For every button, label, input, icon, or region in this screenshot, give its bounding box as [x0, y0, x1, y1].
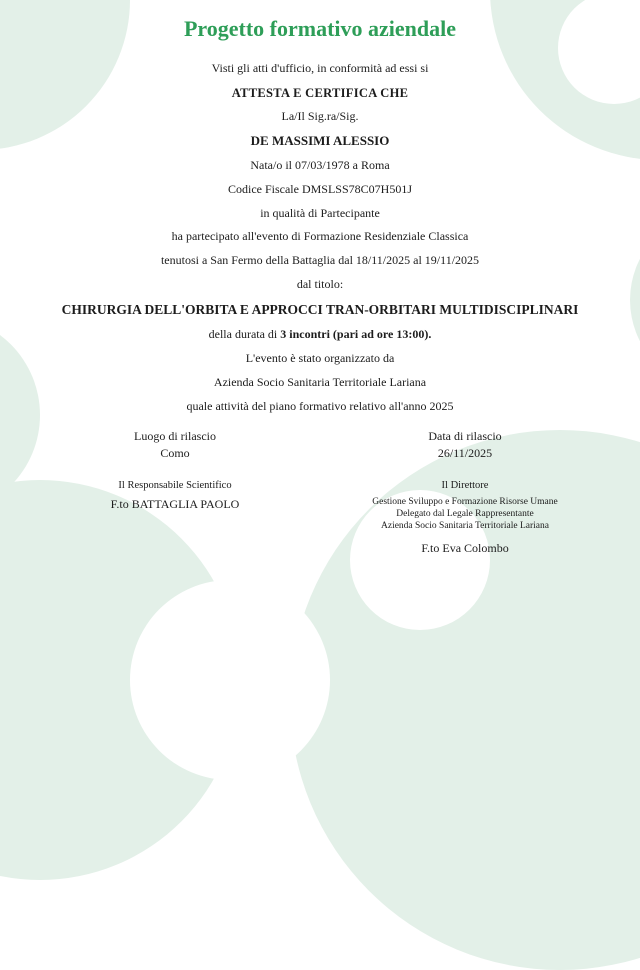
- duration-line: [0, 328, 640, 342]
- duration-prefix: della durata di: [208, 327, 281, 342]
- signature-left-role: Il Responsabile Scientifico: [118, 480, 232, 492]
- signature-left: [30, 480, 320, 556]
- salutation-line: La/Il Sig.ra/Sig.: [281, 109, 359, 124]
- participant-name: DE MASSIMI ALESSIO: [250, 132, 390, 148]
- signature-right-line4: Azienda Socio Sanitaria Territoriale Lariana: [381, 520, 549, 531]
- signature-right: [320, 480, 610, 556]
- organized-by-line: L'evento è stato organizzato da: [245, 351, 395, 365]
- issue-place-value: Como: [160, 445, 190, 460]
- organizer-line: Azienda Socio Sanitaria Territoriale Lariana: [213, 374, 427, 389]
- participation-line: ha partecipato all'evento di Formazione Residenziale Classica: [171, 229, 469, 244]
- issue-place: [30, 429, 320, 462]
- signature-row: [0, 480, 640, 556]
- issue-date-label: Data di rilascio: [428, 429, 502, 444]
- fiscal-code-line: Codice Fiscale DMSLSS78C07H501J: [227, 181, 412, 196]
- issue-date-value: 26/11/2025: [437, 445, 493, 460]
- signature-right-name: F.to Eva Colombo: [421, 540, 509, 555]
- issue-row: [0, 429, 640, 462]
- signature-right-line2: Gestione Sviluppo e Formazione Risorse Umane: [372, 497, 558, 508]
- attest-line: ATTESTA E CERTIFICA CHE: [231, 85, 409, 100]
- titled-label: dal titolo:: [296, 276, 344, 291]
- signature-right-line3: Delegato dal Legale Rappresentante: [396, 509, 534, 520]
- page-title: Progetto formativo aziendale: [183, 16, 457, 41]
- issue-date: [320, 429, 610, 462]
- duration-bold: 3 incontri (pari ad ore 13:00).: [280, 327, 432, 342]
- event-title: CHIRURGIA DELL'ORBITA E APPROCCI TRAN-ORBITARI MULTIDISCIPLINARI: [61, 301, 579, 317]
- signature-right-role: Il Direttore: [441, 480, 489, 492]
- role-line: in qualità di Partecipante: [260, 205, 380, 220]
- plan-year-line: quale attività del piano formativo relativo all'anno 2025: [186, 398, 454, 413]
- signature-left-name: F.to BATTAGLIA PAOLO: [110, 497, 240, 512]
- birth-line: Nata/o il 07/03/1978 a Roma: [250, 157, 390, 172]
- venue-line: tenutosi a San Fermo della Battaglia dal 18/11/2025 al 19/11/2025: [160, 253, 480, 268]
- issue-place-label: Luogo di rilascio: [134, 429, 216, 444]
- intro-line: Visti gli atti d'ufficio, in conformità ad essi si: [211, 61, 429, 75]
